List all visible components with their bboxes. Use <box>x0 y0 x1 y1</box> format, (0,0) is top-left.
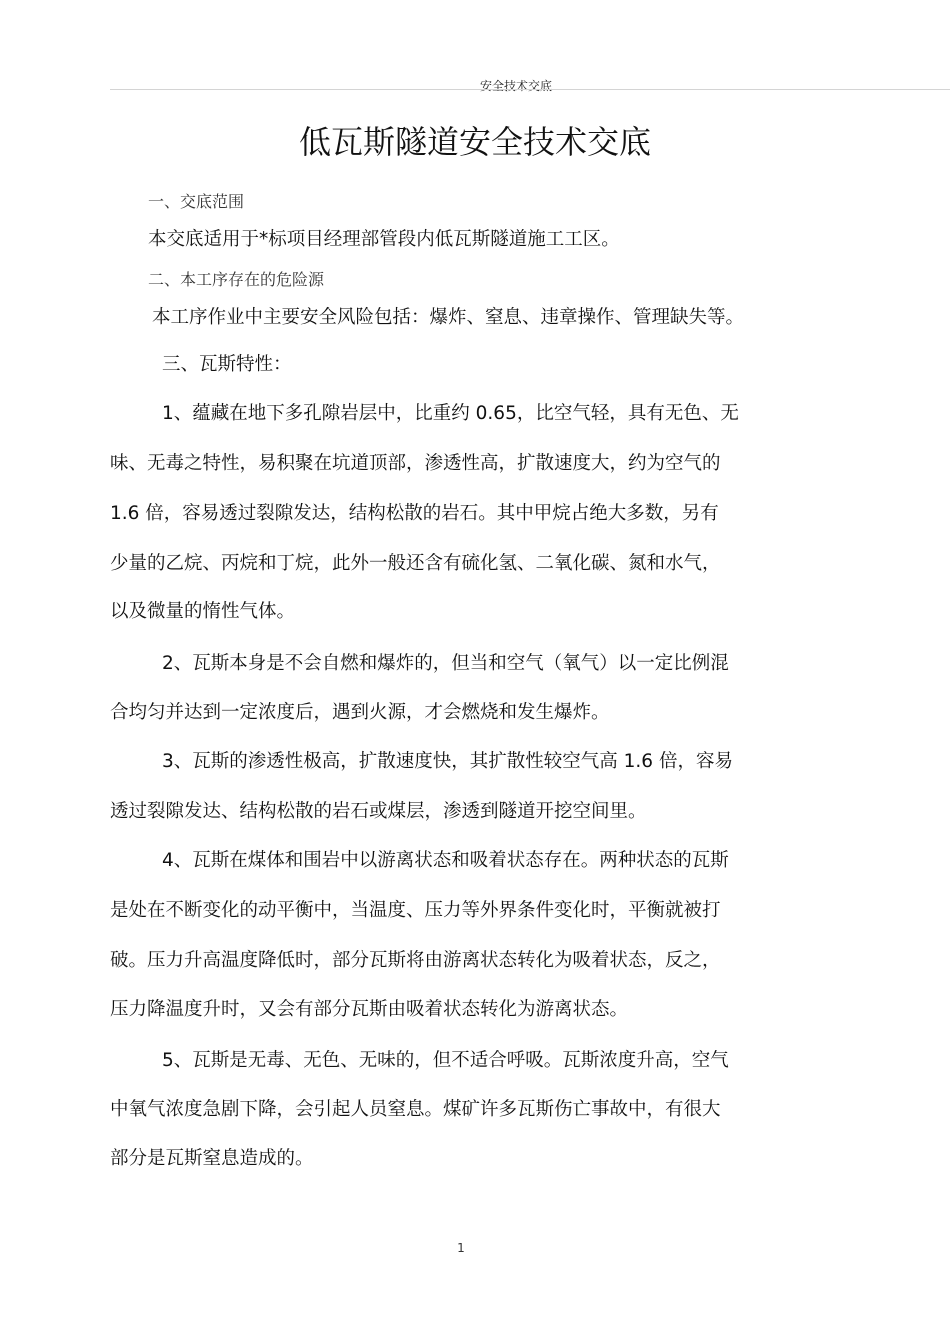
section-text-scope: 本交底适用于*标项目经理部管段内低瓦斯隧道施工工区。 <box>148 229 620 250</box>
page-number: 1 <box>457 1241 465 1255</box>
paragraph-line: 破。压力升高温度降低时，部分瓦斯将由游离状态转化为吸着状态，反之， <box>110 950 721 971</box>
document-title: 低瓦斯隧道安全技术交底 <box>298 123 651 161</box>
paragraph-line: 1、蕴藏在地下多孔隙岩层中，比重约 0.65，比空气轻，具有无色、无 <box>162 403 739 424</box>
paragraph-line: 是处在不断变化的动平衡中，当温度、压力等外界条件变化时，平衡就被打 <box>110 900 721 921</box>
paragraph-line: 味、无毒之特性，易积聚在坑道顶部，渗透性高，扩散速度大，约为空气的 <box>110 453 721 474</box>
paragraph-line: 5、瓦斯是无毒、无色、无味的，但不适合呼吸。瓦斯浓度升高，空气 <box>162 1050 729 1071</box>
section-text-hazards: 本工序作业中主要安全风险包括：爆炸、窒息、违章操作、管理缺失等。 <box>152 307 745 328</box>
paragraph-line: 透过裂隙发达、结构松散的岩石或煤层，渗透到隧道开挖空间里。 <box>110 801 647 822</box>
paragraph-line: 1.6 倍，容易透过裂隙发达，结构松散的岩石。其中甲烷占绝大多数，另有 <box>110 503 719 524</box>
paragraph-line: 部分是瓦斯窒息造成的。 <box>110 1148 314 1169</box>
section-heading-hazards: 二、本工序存在的危险源 <box>148 270 325 289</box>
paragraph-line: 以及微量的惰性气体。 <box>110 601 296 622</box>
paragraph-line: 中氧气浓度急剧下降，会引起人员窒息。煤矿许多瓦斯伤亡事故中，有很大 <box>110 1099 721 1120</box>
paragraph-line: 少量的乙烷、丙烷和丁烷，此外一般还含有硫化氢、二氧化碳、氮和水气， <box>110 553 721 574</box>
section-heading-gas-properties: 三、瓦斯特性： <box>162 354 292 375</box>
paragraph-line: 3、瓦斯的渗透性极高，扩散速度快，其扩散性较空气高 1.6 倍，容易 <box>162 751 733 772</box>
running-header: 安全技术交底 <box>480 79 553 93</box>
paragraph-line: 2、瓦斯本身是不会自燃和爆炸的，但当和空气（氧气）以一定比例混 <box>162 653 729 674</box>
section-heading-scope: 一、交底范围 <box>148 192 245 211</box>
header-rule <box>110 89 950 90</box>
paragraph-line: 压力降温度升时，又会有部分瓦斯由吸着状态转化为游离状态。 <box>110 999 629 1020</box>
paragraph-line: 4、瓦斯在煤体和围岩中以游离状态和吸着状态存在。两种状态的瓦斯 <box>162 850 729 871</box>
paragraph-line: 合均匀并达到一定浓度后，遇到火源，才会燃烧和发生爆炸。 <box>110 702 610 723</box>
